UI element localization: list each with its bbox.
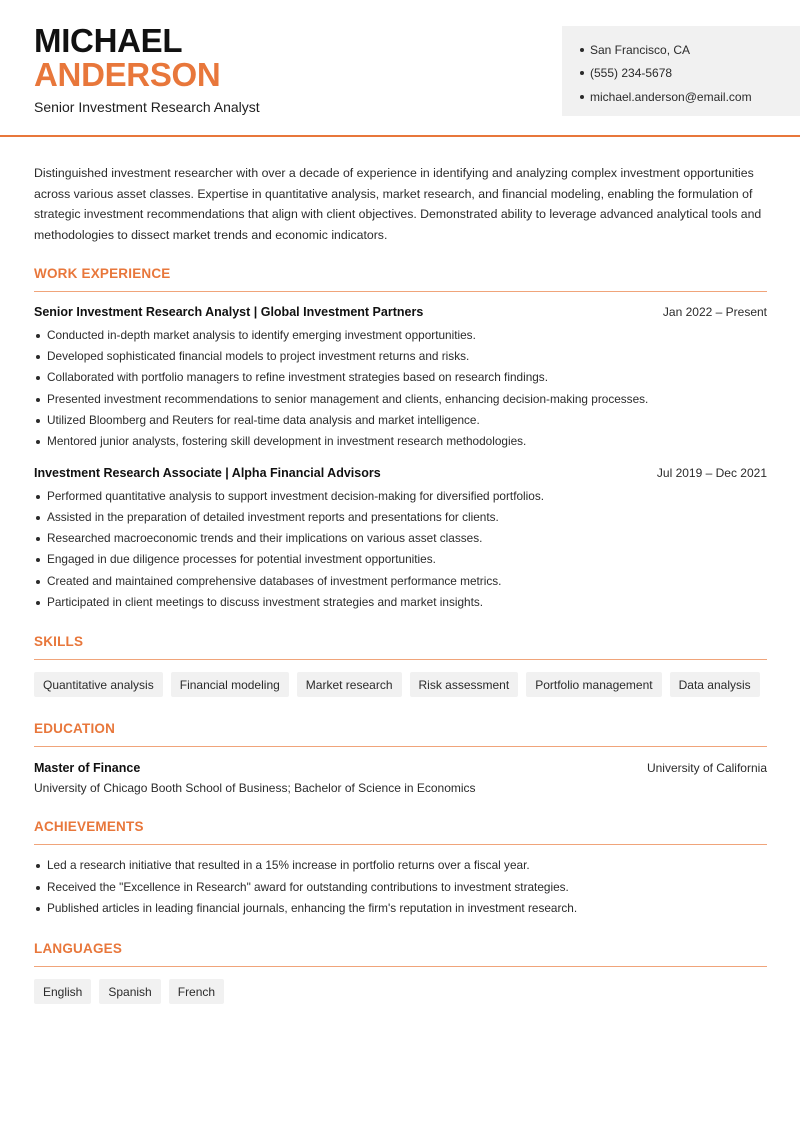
list-item: Received the "Excellence in Research" award for outstanding contributions to investment strategies. bbox=[34, 877, 767, 898]
section-title-languages: LANGUAGES bbox=[34, 941, 767, 967]
contact-email bbox=[580, 85, 800, 109]
skills-list bbox=[34, 672, 767, 697]
achievements-section bbox=[34, 819, 767, 919]
job-role: Senior Investment Research Analyst | Global Investment Partners bbox=[34, 304, 424, 319]
job-title: Senior Investment Research Analyst bbox=[34, 99, 260, 115]
skill-chip: Market research bbox=[297, 672, 402, 697]
skill-chip: Portfolio management bbox=[526, 672, 661, 697]
work-experience-section bbox=[34, 266, 767, 614]
resume-body bbox=[34, 163, 767, 1004]
list-item: Engaged in due diligence processes for potential investment opportunities. bbox=[34, 549, 767, 570]
skills-section bbox=[34, 634, 767, 697]
job-role: Investment Research Associate | Alpha Financial Advisors bbox=[34, 465, 381, 480]
list-item: Mentored junior analysts, fostering skill development in investment research methodologies. bbox=[34, 431, 767, 452]
list-item: Presented investment recommendations to senior management and clients, enhancing decision-making processes. bbox=[34, 389, 767, 410]
list-item: Developed sophisticated financial models to project investment returns and risks. bbox=[34, 346, 767, 367]
language-chip: Spanish bbox=[99, 979, 160, 1004]
education-section bbox=[34, 721, 767, 795]
job-bullets bbox=[34, 486, 767, 614]
education-detail: University of Chicago Booth School of Business; Bachelor of Science in Economics bbox=[34, 781, 476, 796]
section-title-skills: SKILLS bbox=[34, 634, 767, 660]
list-item: Assisted in the preparation of detailed investment reports and presentations for clients. bbox=[34, 507, 767, 528]
job-dates: Jan 2022 – Present bbox=[662, 304, 767, 319]
languages-list bbox=[34, 979, 767, 1004]
last-name: ANDERSON bbox=[34, 56, 221, 93]
contact-box bbox=[562, 26, 800, 116]
university: University of California bbox=[646, 761, 767, 776]
list-item: Conducted in-depth market analysis to identify emerging investment opportunities. bbox=[34, 325, 767, 346]
list-item: Led a research initiative that resulted in a 15% increase in portfolio returns over a fiscal year. bbox=[34, 855, 767, 876]
contact-location bbox=[580, 38, 800, 62]
skill-chip: Financial modeling bbox=[171, 672, 289, 697]
language-chip: English bbox=[34, 979, 91, 1004]
job-entry bbox=[34, 466, 767, 614]
professional-summary: Distinguished investment researcher with over a decade of experience in identifying and analyzing complex investment opportunities across various asset classes. Expertise in quantitative analysis, market research, and financial modeling, enabling the formulation of strategic investment recommendations that align with client objectives. Demonstrated ability to leverage advanced analytical tools and methodologies to dissect market trends and economic indicators. bbox=[34, 166, 762, 243]
section-title-education: EDUCATION bbox=[34, 721, 767, 747]
education-header bbox=[34, 761, 767, 775]
bullet-icon bbox=[580, 95, 584, 99]
list-item: Collaborated with portfolio managers to refine investment strategies based on research findings. bbox=[34, 367, 767, 388]
achievements-list bbox=[34, 855, 767, 919]
job-bullets bbox=[34, 325, 767, 453]
job-dates: Jul 2019 – Dec 2021 bbox=[656, 465, 767, 480]
email-text: michael.anderson@email.com bbox=[590, 89, 752, 104]
location-text: San Francisco, CA bbox=[590, 42, 691, 57]
job-header bbox=[34, 466, 767, 480]
skill-chip: Risk assessment bbox=[410, 672, 519, 697]
list-item: Created and maintained comprehensive databases of investment performance metrics. bbox=[34, 571, 767, 592]
skill-chip: Quantitative analysis bbox=[34, 672, 163, 697]
list-item: Performed quantitative analysis to support investment decision-making for diversified portfolios. bbox=[34, 486, 767, 507]
bullet-icon bbox=[580, 71, 584, 75]
skill-chip: Data analysis bbox=[670, 672, 760, 697]
section-title-achievements: ACHIEVEMENTS bbox=[34, 819, 767, 845]
job-header bbox=[34, 305, 767, 319]
language-chip: French bbox=[169, 979, 224, 1004]
resume-header bbox=[0, 0, 800, 137]
section-title-work: WORK EXPERIENCE bbox=[34, 266, 767, 292]
list-item: Utilized Bloomberg and Reuters for real-time data analysis and market intelligence. bbox=[34, 410, 767, 431]
job-entry bbox=[34, 305, 767, 453]
list-item: Participated in client meetings to discuss investment strategies and market insights. bbox=[34, 592, 767, 613]
phone-text: (555) 234-5678 bbox=[590, 66, 673, 81]
contact-phone bbox=[580, 62, 800, 86]
degree: Master of Finance bbox=[34, 761, 141, 776]
bullet-icon bbox=[580, 48, 584, 52]
list-item: Researched macroeconomic trends and their implications on various asset classes. bbox=[34, 528, 767, 549]
list-item: Published articles in leading financial journals, enhancing the firm's reputation in investment research. bbox=[34, 898, 767, 919]
first-name: MICHAEL bbox=[34, 22, 183, 59]
languages-section bbox=[34, 941, 767, 1004]
